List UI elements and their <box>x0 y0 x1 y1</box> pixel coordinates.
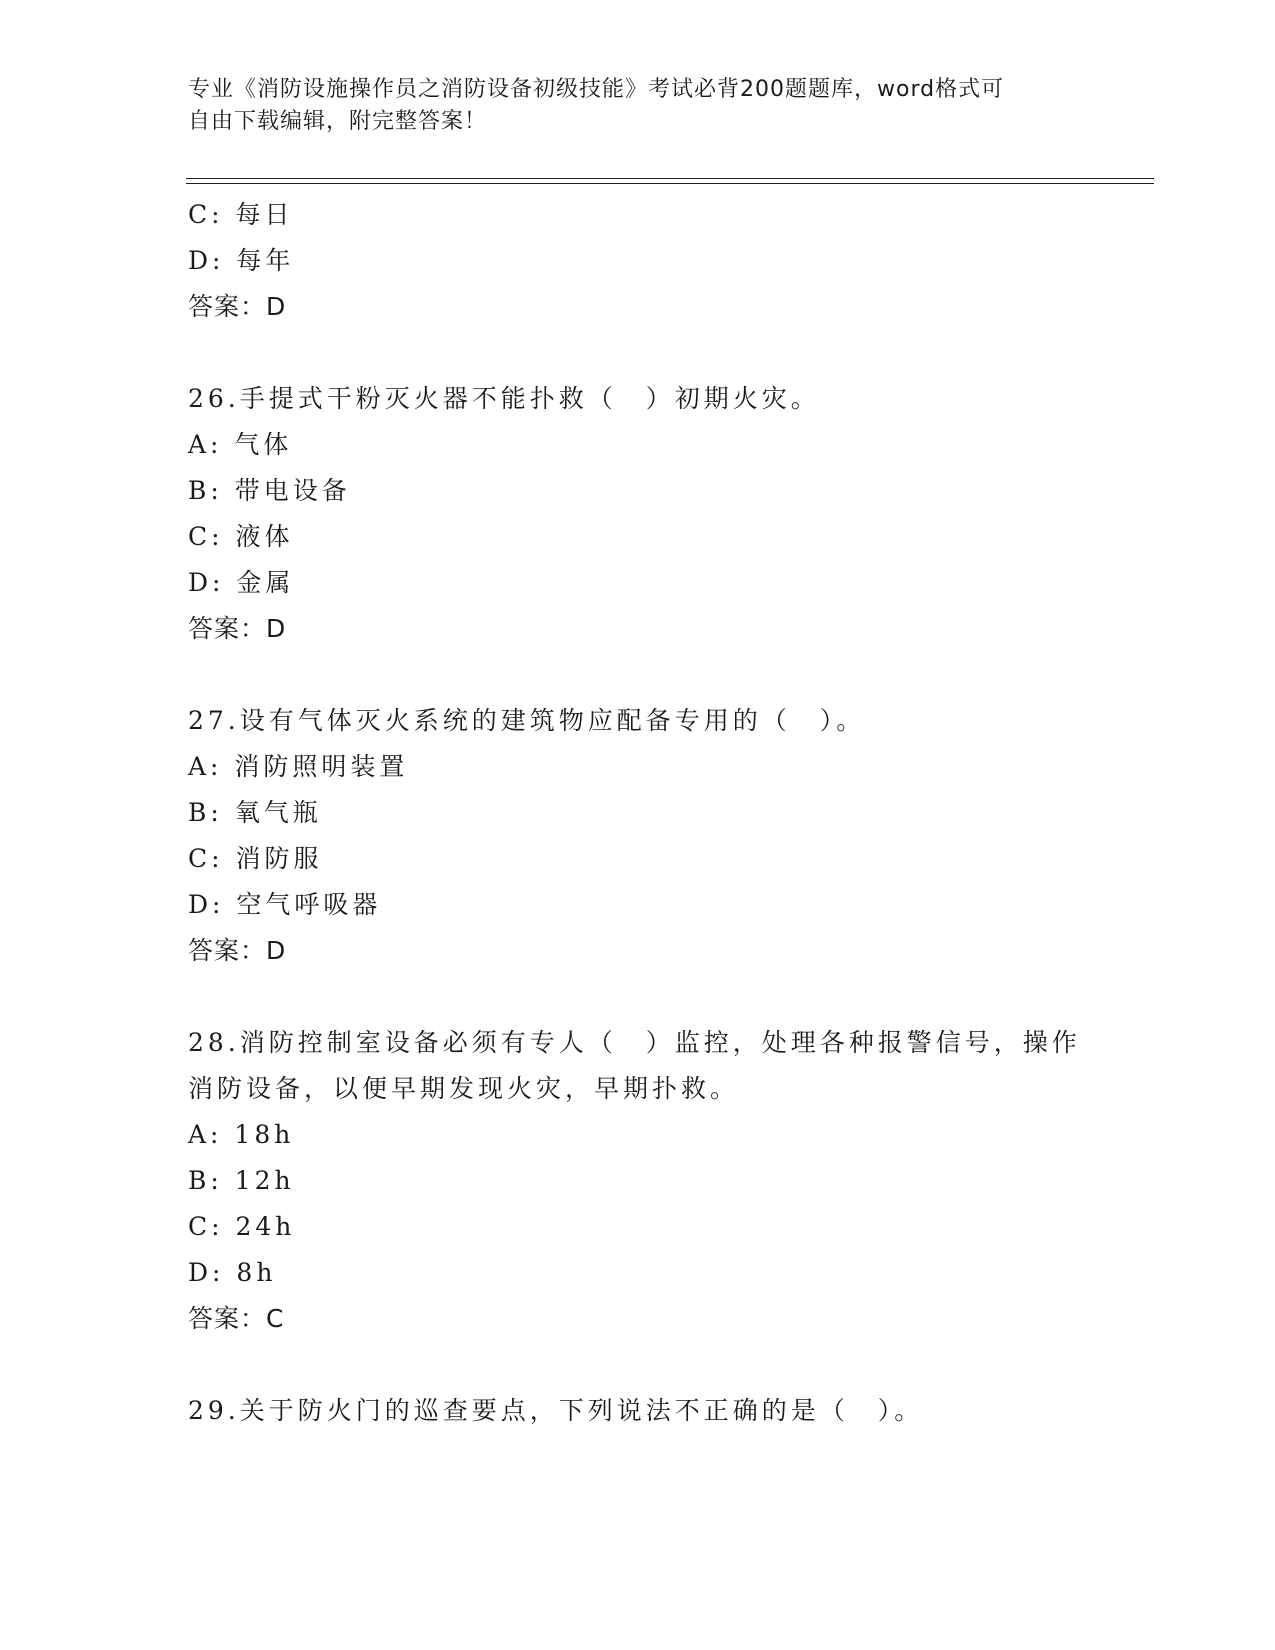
question-list <box>188 192 1088 1434</box>
question-stem: 27.设有气体灭火系统的建筑物应配备专用的（ ）。 <box>188 706 866 735</box>
question-26 <box>188 376 1088 652</box>
option-d: D: 空气呼吸器 <box>188 890 382 919</box>
header-title-line-1: 专业《消防设施操作员之消防设备初级技能》考试必背200题题库，word格式可 <box>188 77 1005 102</box>
option-d: D: 金属 <box>188 568 295 597</box>
question-28 <box>188 1020 1088 1342</box>
option-c: C: 每日 <box>188 200 294 229</box>
option-b: B: 带电设备 <box>188 476 351 505</box>
header-title-line-2: 自由下载编辑，附完整答案！ <box>188 109 488 134</box>
option-a: A: 18h <box>188 1120 295 1149</box>
question-stem-line-2: 消防设备，以便早期发现火灾，早期扑救。 <box>188 1074 740 1103</box>
option-d: D: 每年 <box>188 246 295 275</box>
option-a: A: 气体 <box>188 430 293 459</box>
option-c: C: 消防服 <box>188 844 323 873</box>
option-b: B: 氧气瓶 <box>188 798 322 827</box>
option-b: B: 12h <box>188 1166 295 1195</box>
question-stem: 29.关于防火门的巡查要点，下列说法不正确的是（ ）。 <box>188 1396 924 1425</box>
question-29 <box>188 1388 1088 1434</box>
header-divider-top <box>186 178 1154 179</box>
question-25-continued <box>188 192 1088 330</box>
option-a: A: 消防照明装置 <box>188 752 409 781</box>
option-d: D: 8h <box>188 1258 277 1287</box>
option-c: C: 液体 <box>188 522 294 551</box>
question-stem-line-1: 28.消防控制室设备必须有专人（ ）监控，处理各种报警信号，操作 <box>188 1028 1081 1057</box>
question-stem: 26.手提式干粉灭火器不能扑救（ ）初期火灾。 <box>188 384 820 413</box>
document-header <box>188 74 1088 138</box>
answer-label: 答案：D <box>188 936 287 965</box>
option-c: C: 24h <box>188 1212 296 1241</box>
answer-label: 答案：C <box>188 1304 285 1333</box>
answer-label: 答案：D <box>188 292 287 321</box>
question-27 <box>188 698 1088 974</box>
answer-label: 答案：D <box>188 614 287 643</box>
header-divider-bottom <box>186 183 1154 184</box>
